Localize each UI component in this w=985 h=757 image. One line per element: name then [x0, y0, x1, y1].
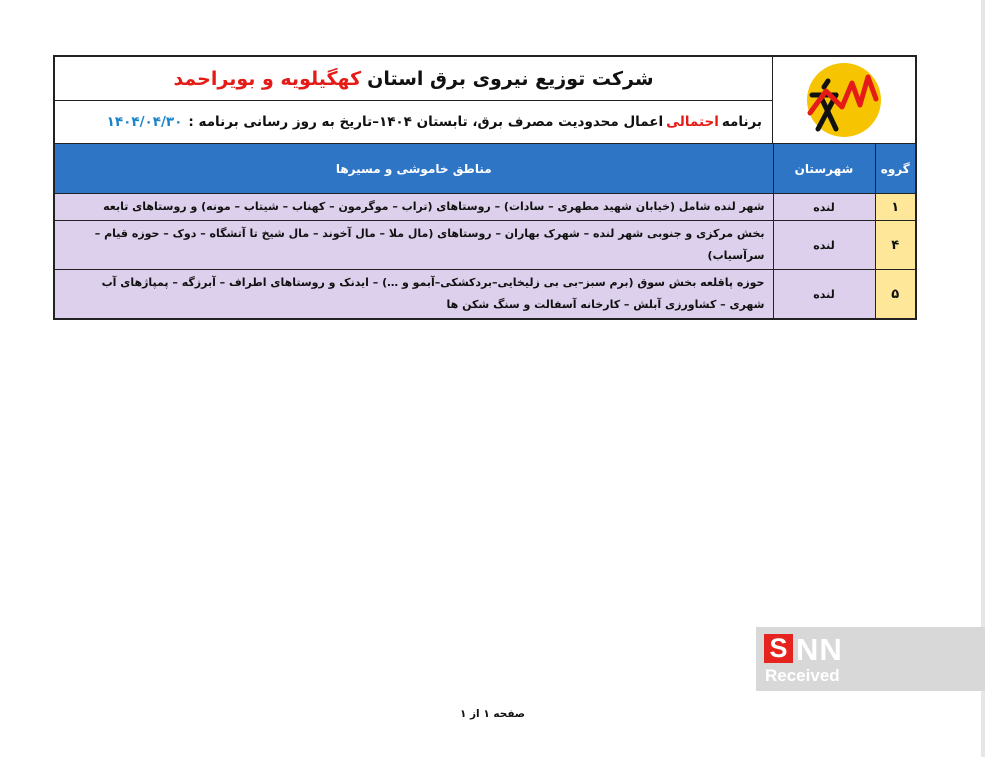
watermark-s-badge: S [764, 634, 793, 663]
city-cell: لنده [773, 270, 875, 319]
page-title [55, 57, 772, 101]
watermark-nn: NN [796, 632, 843, 667]
snn-watermark [756, 627, 985, 691]
areas-cell: بخش مرکزی و جنوبی شهر لنده – شهرک بهاران – روستاهای (مال ملا – مال آخوند – مال شیخ تا آتشگاه – دوک – حوزه قیام – سرآسیاب) [55, 221, 773, 270]
page-number: صفحه ۱ از ۱ [459, 708, 526, 720]
group-cell: ۴ [875, 221, 915, 270]
column-header-areas: مناطق خاموشی و مسیرها [55, 144, 773, 194]
subtitle-highlight: احتمالی [666, 114, 719, 130]
group-cell: ۵ [875, 270, 915, 319]
watermark-received: Received [765, 666, 840, 685]
table-header-row [55, 144, 915, 194]
electric-company-logo-icon [796, 61, 892, 139]
title-main: شرکت توزیع نیروی برق استان [367, 67, 654, 90]
table-row [55, 270, 915, 319]
group-cell: ۱ [875, 194, 915, 221]
subtitle-part2: اعمال محدودیت مصرف برق، تابستان ۱۴۰۴–تاریخ به روز رسانی برنامه : [188, 114, 664, 130]
city-cell: لنده [773, 194, 875, 221]
areas-cell: حوزه پاقلعه بخش سوق (برم سبز–بی بی زلیخایی–بردکشکی–آبمو و …) – ایدنک و روستاهای اطراف – آبرزگه – پمپاژهای آب شهری – کشاورزی آبلش – کارخانه آسفالت و سنگ شکن ها [55, 270, 773, 319]
title-province: کهگیلویه و بویراحمد [173, 67, 362, 90]
update-date: ۱۴۰۴/۰۴/۳۰ [106, 114, 183, 130]
subtitle-part1: برنامه [721, 114, 762, 130]
logo-cell [772, 57, 915, 143]
outage-schedule-sheet [53, 55, 917, 320]
sheet-header [55, 57, 915, 144]
areas-cell: شهر لنده شامل (خیابان شهید مطهری – سادات) – روستاهای (تراب – موگرمون – کهناب – شیتاب – مونه) و روستاهای تابعه [55, 194, 773, 221]
outage-table [55, 144, 915, 318]
page-subtitle [55, 101, 772, 143]
city-cell: لنده [773, 221, 875, 270]
column-header-group: گروه [875, 144, 915, 194]
column-header-city: شهرستان [773, 144, 875, 194]
table-row [55, 194, 915, 221]
table-row [55, 221, 915, 270]
header-titles [55, 57, 772, 143]
